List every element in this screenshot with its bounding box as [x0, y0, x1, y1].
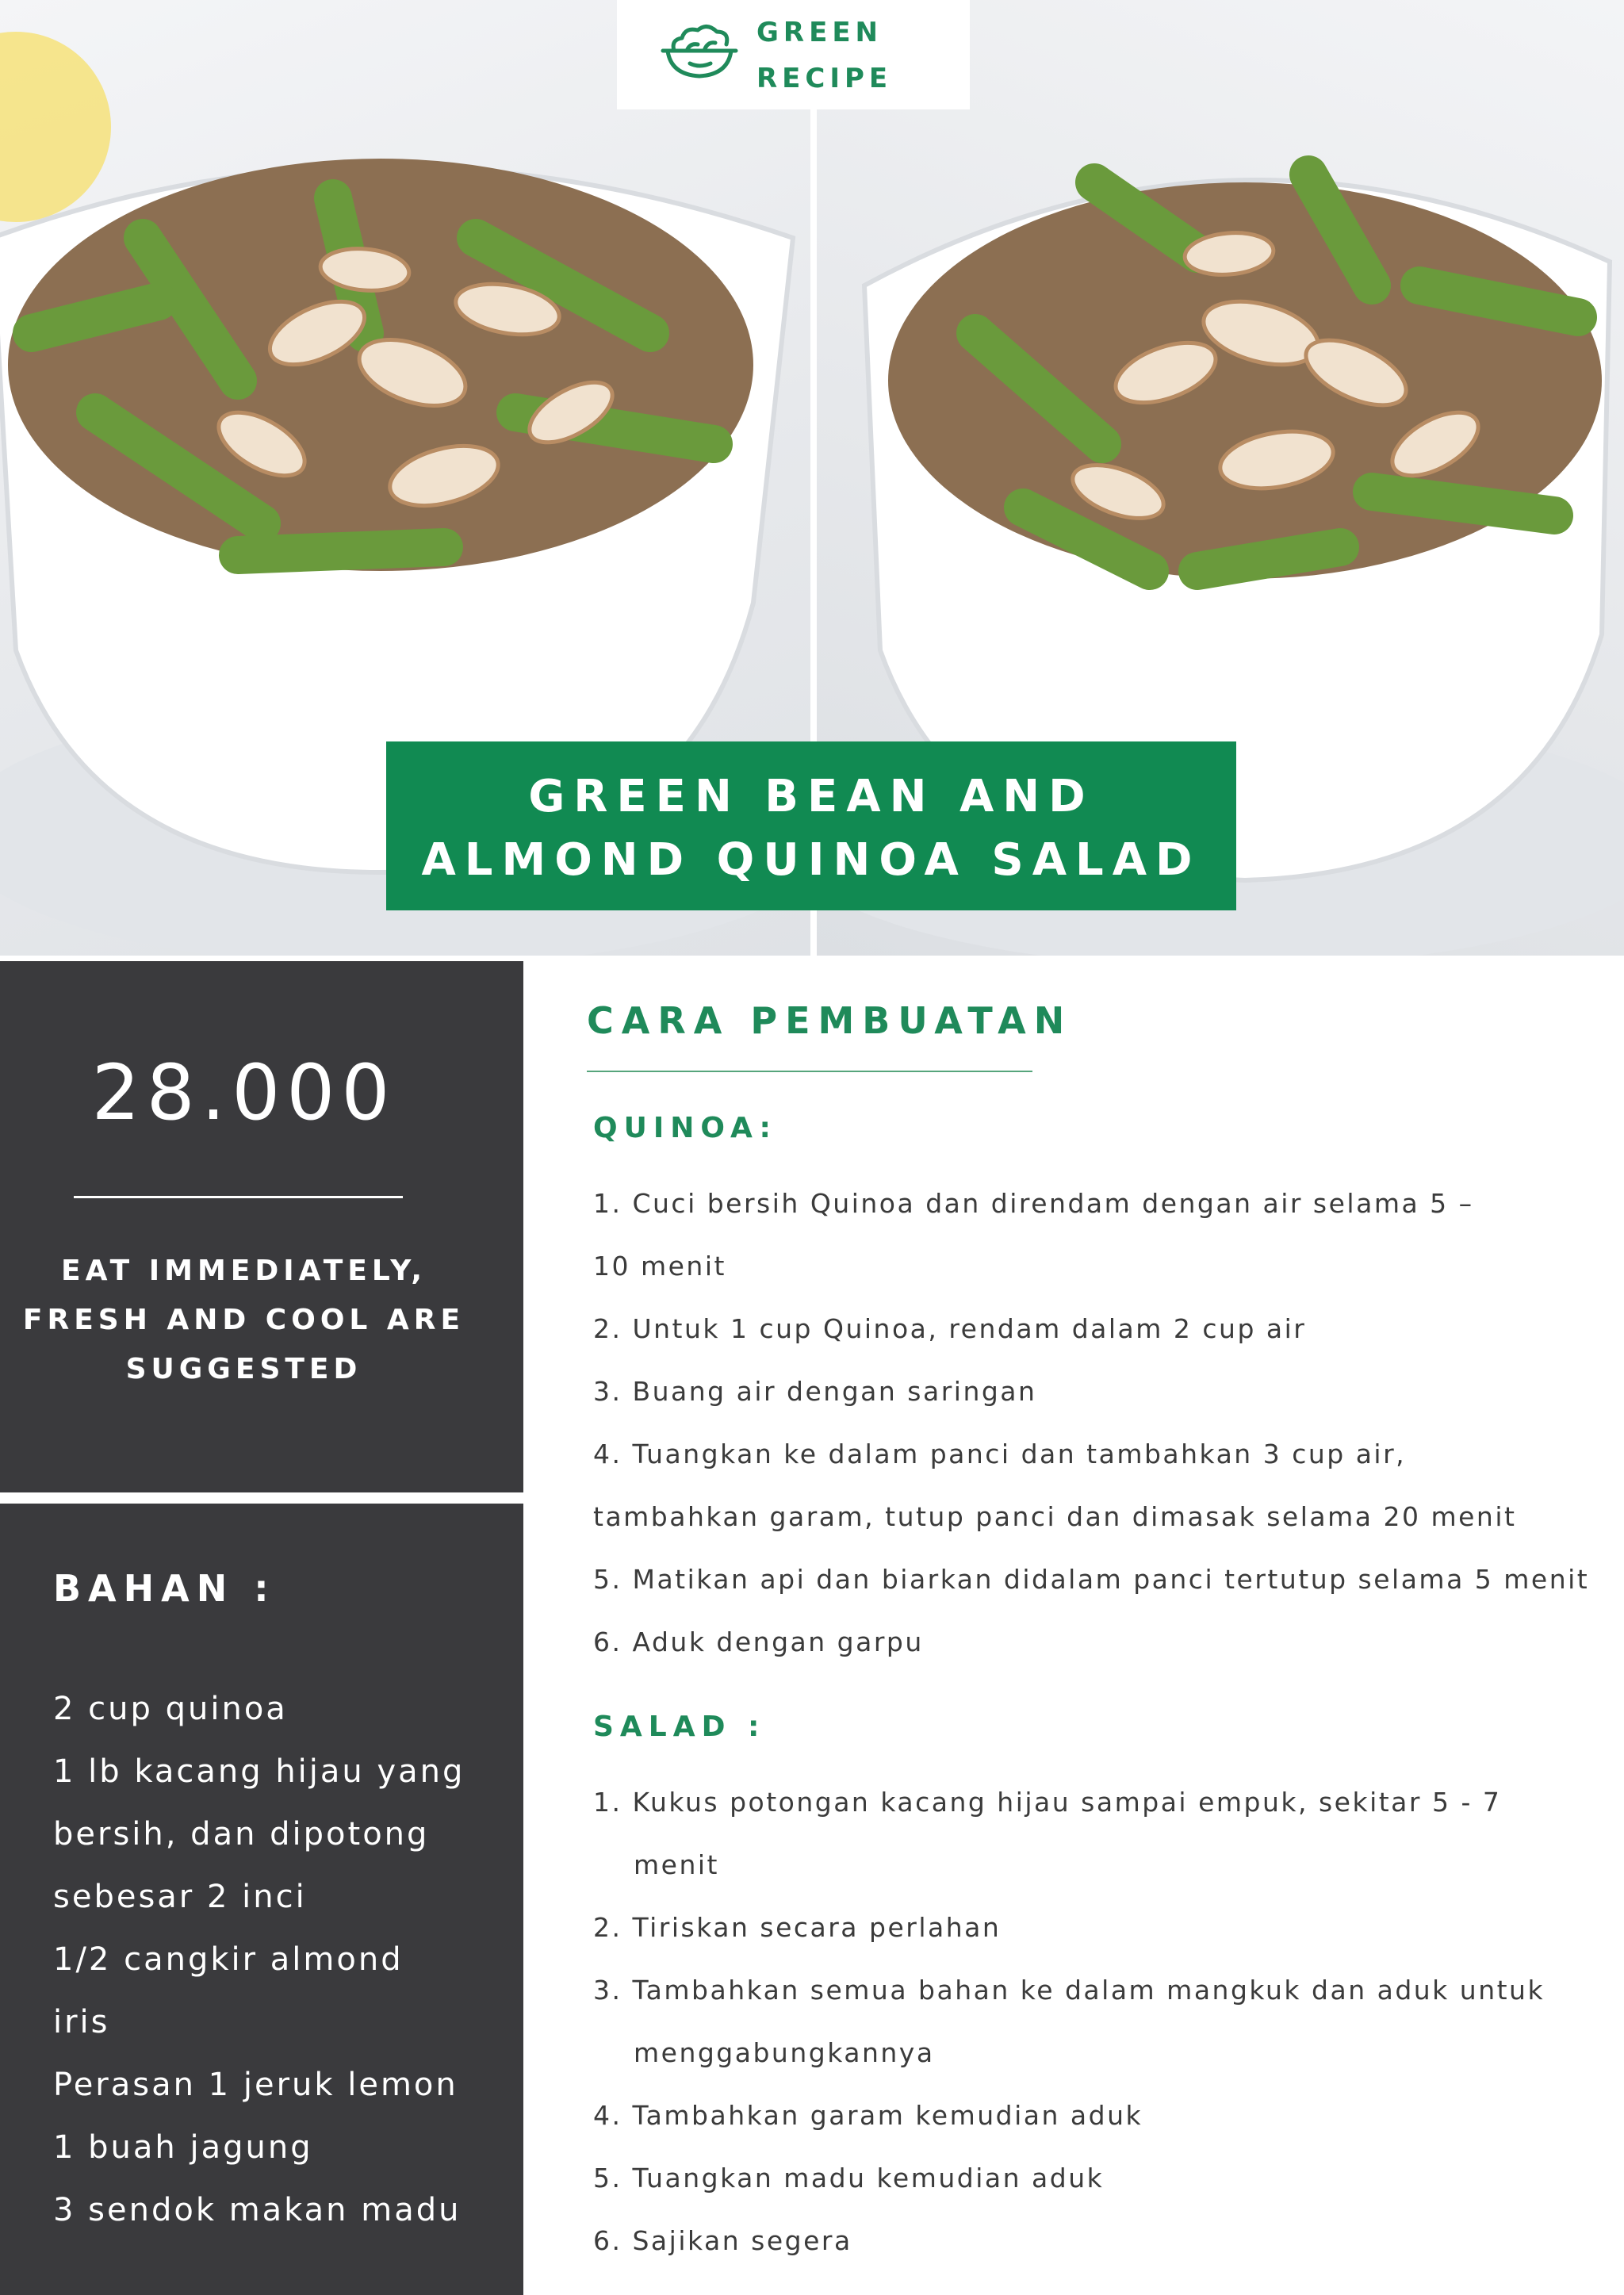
ingredients-title: BAHAN :: [53, 1567, 276, 1610]
ingredient-line: 1 buah jagung: [53, 2129, 313, 2166]
ingredient-line: 2 cup quinoa: [53, 1691, 288, 1727]
salad-step-text: 6. Sajikan segera: [593, 2225, 852, 2256]
salad-step: [593, 1959, 1569, 2084]
quinoa-step-line: 4. Tuangkan ke dalam panci dan tambahkan 3 cup air,: [593, 1439, 1407, 1469]
ingredient-line: iris: [53, 2004, 110, 2040]
quinoa-steps: [593, 1172, 1592, 1673]
salad-step: [593, 2084, 1569, 2147]
quinoa-heading: QUINOA:: [593, 1112, 777, 1144]
price-divider: [74, 1196, 403, 1198]
serving-note-line: SUGGESTED: [125, 1353, 362, 1385]
serving-note-line: FRESH AND COOL ARE: [22, 1304, 465, 1336]
salad-step: [593, 2209, 1569, 2272]
price-value: 28.000: [91, 1048, 396, 1137]
ingredient-line: 1 lb kacang hijau yang: [53, 1753, 465, 1790]
salad-steps: [593, 1771, 1592, 2272]
serving-note-line: EAT IMMEDIATELY,: [61, 1255, 427, 1287]
salad-step-text: 5. Tuangkan madu kemudian aduk: [593, 2163, 1105, 2193]
recipe-title-line-1: GREEN BEAN AND: [528, 771, 1094, 822]
quinoa-step-line: tambahkan garam, tutup panci dan dimasak selama 20 menit: [593, 1501, 1517, 1532]
ingredient-line: 3 sendok makan madu: [53, 2192, 462, 2228]
quinoa-step-line: 2. Untuk 1 cup Quinoa, rendam dalam 2 cup air: [593, 1313, 1307, 1344]
method-title: CARA PEMBUATAN: [587, 999, 1073, 1042]
serving-note: [0, 1247, 488, 1394]
quinoa-step-line: 1. Cuci bersih Quinoa dan direndam dengan air selama 5 –: [593, 1188, 1474, 1219]
recipe-title: [386, 741, 1236, 910]
price-panel: [0, 961, 523, 1492]
panel-gap: [0, 1492, 523, 1504]
salad-step-text: 2. Tiriskan secara perlahan: [593, 1912, 1002, 1943]
ingredient-line: 1/2 cangkir almond: [53, 1941, 404, 1978]
ingredient-line: Perasan 1 jeruk lemon: [53, 2067, 458, 2103]
ingredients-list: [53, 1678, 465, 2242]
salad-step-text: 3. Tambahkan semua bahan ke dalam mangkuk dan aduk untuk menggabungkannya: [593, 1975, 1545, 2068]
brand-logo: [617, 0, 970, 109]
method-title-underline: [587, 1071, 1032, 1072]
salad-step-text: 1. Kukus potongan kacang hijau sampai empuk, sekitar 5 - 7 menit: [593, 1787, 1502, 1880]
salad-step: [593, 1896, 1569, 1959]
quinoa-step-line: 10 menit: [593, 1251, 726, 1282]
hero-photos: [0, 0, 1624, 956]
ingredient-line: bersih, dan dipotong: [53, 1816, 430, 1852]
brand-line-1: GREEN: [756, 17, 883, 48]
quinoa-step-line: 5. Matikan api dan biarkan didalam panci tertutup selama 5 menit: [593, 1564, 1590, 1595]
ingredient-line: sebesar 2 inci: [53, 1879, 307, 1915]
quinoa-step-line: 6. Aduk dengan garpu: [593, 1626, 924, 1657]
salad-bowl-icon: [655, 19, 744, 82]
salad-step-text: 4. Tambahkan garam kemudian aduk: [593, 2100, 1143, 2131]
salad-step: [593, 1771, 1569, 1896]
ingredients-panel: [0, 1504, 523, 2295]
recipe-title-line-2: ALMOND QUINOA SALAD: [421, 834, 1201, 886]
quinoa-step-line: 3. Buang air dengan saringan: [593, 1376, 1037, 1407]
brand-line-2: RECIPE: [756, 63, 893, 94]
salad-heading: SALAD :: [593, 1711, 766, 1743]
salad-step: [593, 2147, 1569, 2209]
